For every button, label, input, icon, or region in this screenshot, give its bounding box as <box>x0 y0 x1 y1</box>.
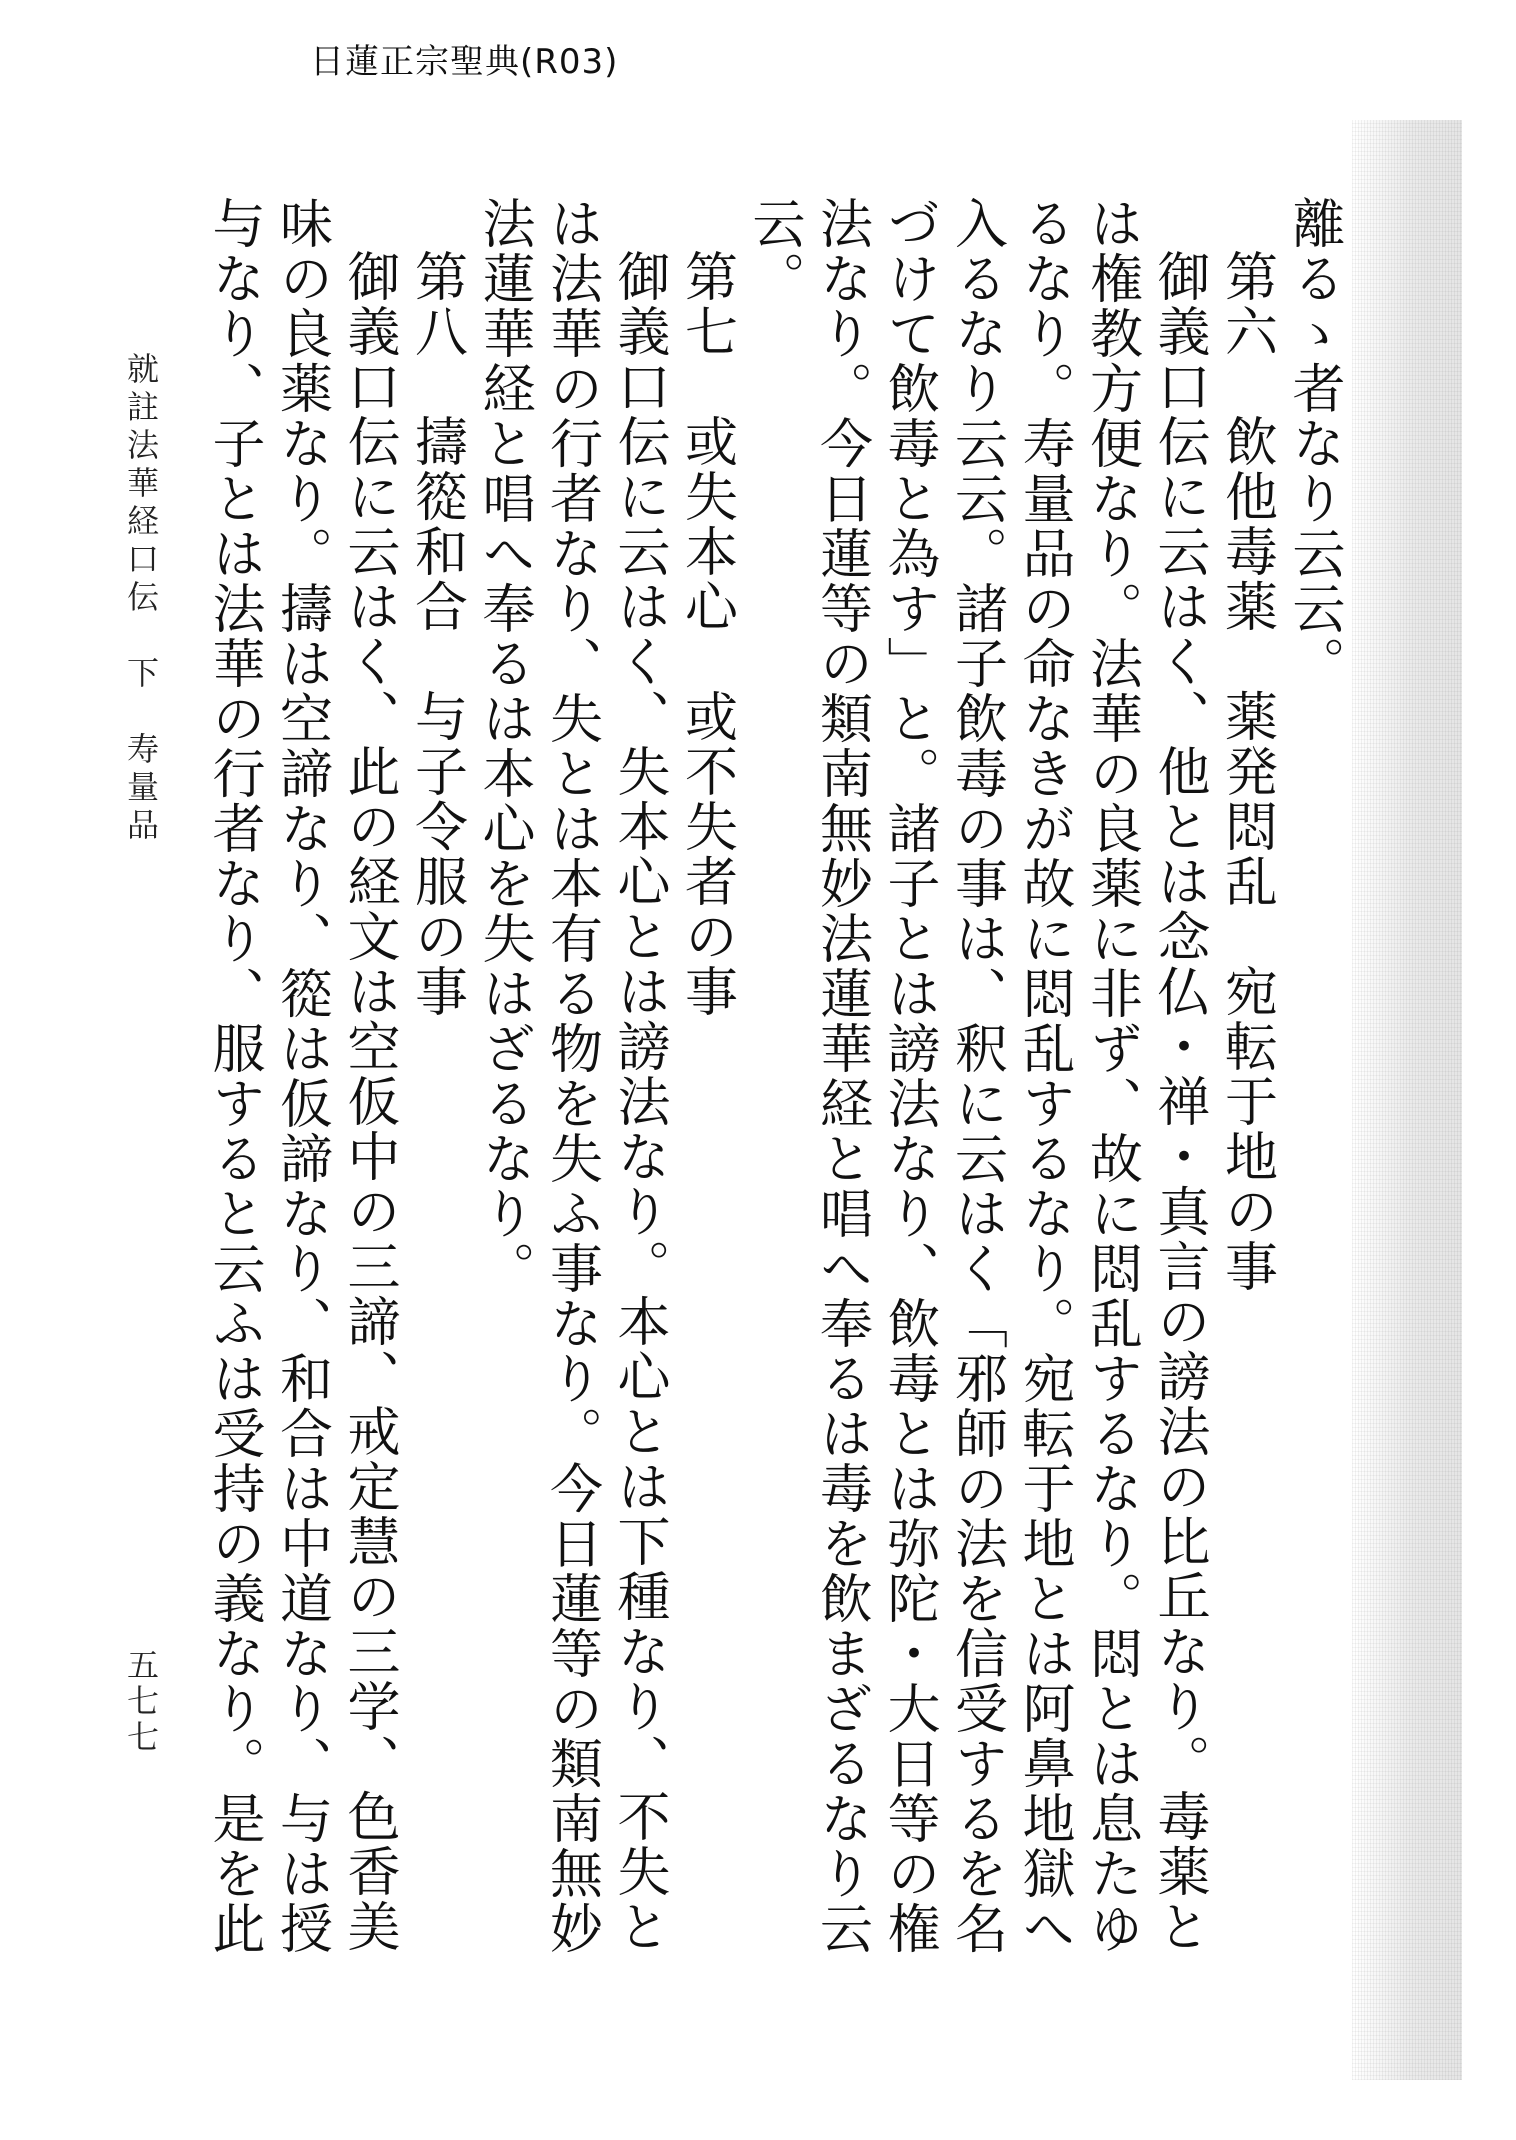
scan-edge-shadow <box>1352 120 1462 2080</box>
section-heading: 第七 或失本心 或不失者の事 <box>676 249 738 1019</box>
page-number: 五七七 <box>122 1648 160 1756</box>
running-footer-title: 就註法華経口伝 下 寿量品 <box>122 352 160 846</box>
section-heading: 第八 擣篵和合 与子令服の事 <box>406 249 468 1019</box>
page-header-title: 日蓮正宗聖典(R03) <box>310 42 619 82</box>
text-paragraph: 御義口伝に云はく、失本心とは謗法なり。本心とは下種なり、不失とは法華の行者なり、失とは本有る物を失ふ事なり。今日蓮等の類南無妙法蓮華経と唱へ奉るは本心を失はざるなり。 <box>474 196 670 1956</box>
text-line: 離るゝ者なり云云。 <box>1284 196 1345 691</box>
text-paragraph: 御義口伝に云はく、此の経文は空仮中の三諦、戒定慧の三学、色香美味の良薬なり。擣は空諦なり、篵は仮諦なり、和合は中道なり、与は授与なり、子とは法華の行者なり、服すると云ふは受持の義なり。是を此 <box>204 196 400 1956</box>
section-heading: 第六 飲他毒薬 薬発悶乱 宛転于地の事 <box>1216 249 1278 1294</box>
main-vertical-text <box>200 196 1348 1996</box>
text-paragraph: 御義口伝に云はく、他とは念仏・禅・真言の謗法の比丘なり。毒薬とは権教方便なり。法華の良薬に非ず、故に悶乱するなり。悶とは息たゆるなり。寿量品の命なきが故に悶乱するなり。宛転于地とは阿鼻地獄へ入るなり云云。諸子飲毒の事は、釈に云はく「邪師の法を信受するを名づけて飲毒と為す」と。諸子とは謗法なり、飲毒とは弥陀・大日等の権法なり。今日蓮等の類南無妙法蓮華経と唱へ奉るは毒を飲まざるなり云云。 <box>744 196 1210 1956</box>
